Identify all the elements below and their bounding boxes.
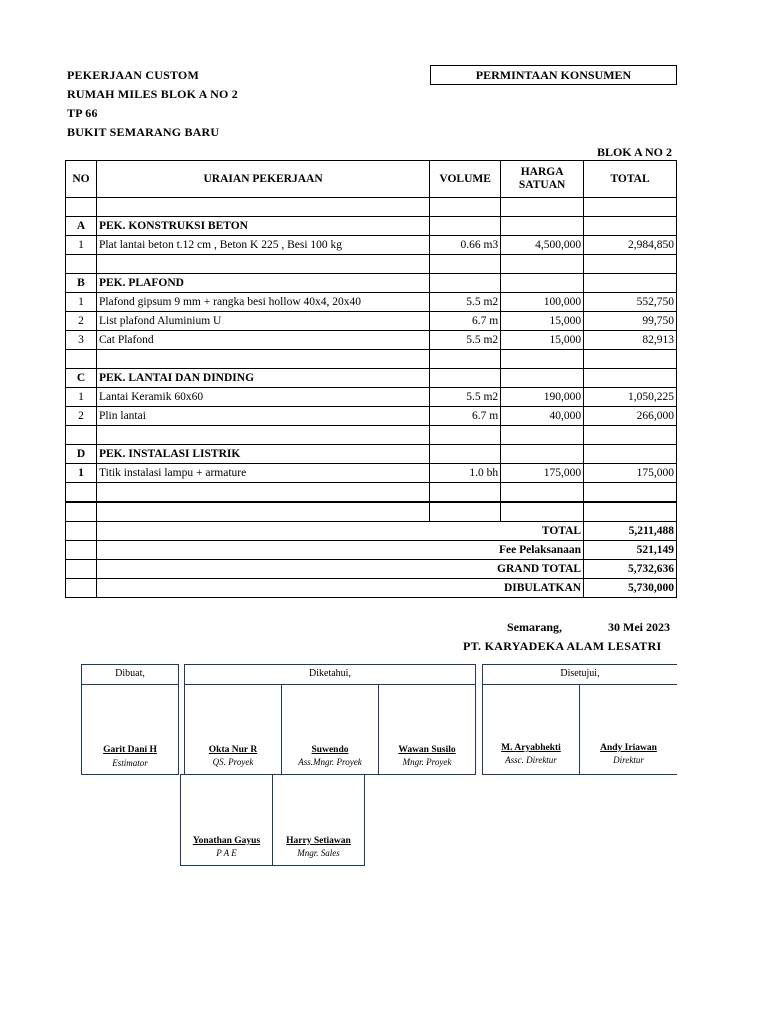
section-row	[66, 274, 677, 293]
signer-role: Mngr. Proyek	[402, 757, 452, 767]
section-code: A	[66, 217, 97, 236]
item-total: 266,000	[584, 407, 677, 426]
blank-cell	[501, 426, 584, 445]
signer-name: M. Aryabhekti	[501, 743, 561, 753]
blank-cell	[96, 426, 429, 445]
signer-name: Okta Nur R	[208, 745, 258, 755]
section-row	[66, 217, 677, 236]
summary-value: 521,149	[584, 541, 677, 560]
sign-box-mngr-sales	[272, 774, 365, 866]
blank-cell	[430, 483, 501, 503]
blank-row	[66, 350, 677, 369]
col-total: TOTAL	[584, 161, 677, 198]
col-no: NO	[66, 161, 97, 198]
caption-disetujui: Disetujui,	[560, 668, 600, 679]
blank-cell	[501, 198, 584, 217]
item-price: 40,000	[501, 407, 584, 426]
blank-cell	[430, 217, 501, 236]
blank-cell	[584, 445, 677, 464]
section-title: PEK. KONSTRUKSI BETON	[96, 217, 429, 236]
col-desc: URAIAN PEKERJAAN	[96, 161, 429, 198]
item-desc: Lantai Keramik 60x60	[96, 388, 429, 407]
blank-cell	[430, 198, 501, 217]
sign-box-pae	[180, 774, 273, 866]
table-header-row	[66, 161, 677, 198]
item-total: 1,050,225	[584, 388, 677, 407]
signer-name: Garit Dani H	[103, 745, 157, 755]
item-desc: Plat lantai beton t.12 cm , Beton K 225 , Besi 100 kg	[96, 236, 429, 255]
section-code: D	[66, 445, 97, 464]
item-no: 2	[66, 407, 97, 426]
signer-name: Wawan Susilo	[398, 745, 456, 755]
table-row	[66, 293, 677, 312]
blank-cell	[584, 217, 677, 236]
summary-value: 5,732,636	[584, 560, 677, 579]
item-price: 15,000	[501, 331, 584, 350]
blank-cell	[501, 274, 584, 293]
blank-cell	[430, 255, 501, 274]
caption-diketahui: Diketahui,	[309, 668, 351, 679]
summary-value: 5,730,000	[584, 579, 677, 598]
blank-cell	[584, 255, 677, 274]
sign-box-dibuat	[81, 664, 179, 775]
blank-cell	[501, 350, 584, 369]
signer-name: Harry Setiawan	[286, 836, 351, 846]
blank-cell	[66, 350, 97, 369]
blank-row	[66, 502, 677, 522]
item-desc: List plafond Aluminium U	[96, 312, 429, 331]
blank-cell	[430, 350, 501, 369]
project-type: PEKERJAAN CUSTOM	[67, 68, 199, 82]
item-price: 4,500,000	[501, 236, 584, 255]
item-no: 2	[66, 312, 97, 331]
item-price: 15,000	[501, 312, 584, 331]
item-volume: 5.5 m2	[430, 293, 501, 312]
summary-label: TOTAL	[96, 522, 583, 541]
project-house: RUMAH MILES BLOK A NO 2	[67, 87, 238, 101]
sign-place: Semarang,	[507, 620, 562, 634]
blank-cell	[501, 369, 584, 388]
blank-cell	[430, 369, 501, 388]
signer-role: P A E	[216, 848, 237, 858]
signer-role: Estimator	[112, 758, 148, 768]
blank-cell	[501, 255, 584, 274]
signer-role: Direktur	[613, 755, 644, 765]
sign-box-qs	[184, 684, 282, 775]
blank-cell	[66, 579, 97, 598]
blank-row	[66, 255, 677, 274]
cost-table	[65, 160, 677, 598]
item-desc: Titik instalasi lampu + armature	[96, 464, 429, 483]
item-no: 1	[66, 293, 97, 312]
blank-cell	[66, 541, 97, 560]
sign-date: 30 Mei 2023	[608, 620, 670, 634]
item-total: 2,984,850	[584, 236, 677, 255]
blank-cell	[66, 522, 97, 541]
summary-label: DIBULATKAN	[96, 579, 583, 598]
item-price: 190,000	[501, 388, 584, 407]
blank-cell	[584, 483, 677, 503]
item-price: 175,000	[501, 464, 584, 483]
item-volume: 0.66 m3	[430, 236, 501, 255]
blok-label: BLOK A NO 2	[596, 145, 672, 159]
blank-row	[66, 198, 677, 217]
blank-row	[66, 483, 677, 503]
item-volume: 5.5 m2	[430, 388, 501, 407]
col-volume: VOLUME	[430, 161, 501, 198]
section-title: PEK. PLAFOND	[96, 274, 429, 293]
sign-box-mngr-proyek	[378, 684, 476, 775]
section-code: C	[66, 369, 97, 388]
signer-name: Andy Iriawan	[600, 743, 657, 753]
item-volume: 1.0 bh	[430, 464, 501, 483]
blank-row	[66, 426, 677, 445]
item-total: 552,750	[584, 293, 677, 312]
signer-role: Ass.Mngr. Proyek	[298, 757, 362, 767]
caption-box-diketahui	[184, 664, 476, 685]
item-desc: Plin lantai	[96, 407, 429, 426]
summary-label: Fee Pelaksanaan	[96, 541, 583, 560]
blank-cell	[501, 217, 584, 236]
section-row	[66, 369, 677, 388]
summary-row	[66, 541, 677, 560]
sign-box-ass-mngr	[281, 684, 379, 775]
project-location: BUKIT SEMARANG BARU	[67, 125, 220, 139]
table-row	[66, 331, 677, 350]
caption-dibuat: Dibuat,	[115, 668, 145, 679]
item-no: 1	[66, 464, 97, 483]
item-total: 82,913	[584, 331, 677, 350]
blank-cell	[66, 560, 97, 579]
table-row	[66, 464, 677, 483]
signer-role: Assc. Direktur	[505, 755, 557, 765]
blank-cell	[66, 198, 97, 217]
section-row	[66, 445, 677, 464]
signer-name: Suwendo	[311, 745, 349, 755]
item-desc: Plafond gipsum 9 mm + rangka besi hollow 40x4, 20x40	[96, 293, 429, 312]
blank-cell	[430, 445, 501, 464]
section-title: PEK. LANTAI DAN DINDING	[96, 369, 429, 388]
summary-row	[66, 579, 677, 598]
blank-cell	[501, 445, 584, 464]
blank-cell	[96, 502, 429, 522]
blank-cell	[66, 255, 97, 274]
blank-cell	[584, 426, 677, 445]
blank-cell	[66, 483, 97, 503]
item-volume: 6.7 m	[430, 312, 501, 331]
section-title: PEK. INSTALASI LISTRIK	[96, 445, 429, 464]
summary-value: 5,211,488	[584, 522, 677, 541]
item-no: 3	[66, 331, 97, 350]
caption-box-disetujui	[482, 664, 677, 685]
blank-cell	[66, 502, 97, 522]
blank-cell	[501, 483, 584, 503]
blank-cell	[584, 502, 677, 522]
signer-name: Yonathan Gayus	[192, 836, 261, 846]
company-name: PT. KARYADEKA ALAM LESATRI	[463, 639, 662, 653]
blank-cell	[96, 483, 429, 503]
signer-role: Mngr. Sales	[297, 848, 340, 858]
item-no: 1	[66, 236, 97, 255]
project-type-code: TP 66	[67, 106, 98, 120]
blank-cell	[96, 198, 429, 217]
table-row	[66, 407, 677, 426]
blank-cell	[430, 426, 501, 445]
blank-cell	[96, 255, 429, 274]
signer-role: QS. Proyek	[212, 757, 254, 767]
summary-label: GRAND TOTAL	[96, 560, 583, 579]
item-total: 99,750	[584, 312, 677, 331]
item-desc: Cat Plafond	[96, 331, 429, 350]
blank-cell	[501, 502, 584, 522]
sign-box-assc-direktur	[482, 684, 580, 775]
item-price: 100,000	[501, 293, 584, 312]
table-row	[66, 388, 677, 407]
blank-cell	[584, 350, 677, 369]
blank-cell	[430, 274, 501, 293]
blank-cell	[584, 198, 677, 217]
table-row	[66, 236, 677, 255]
blank-cell	[584, 369, 677, 388]
request-box: PERMINTAAN KONSUMEN	[430, 65, 677, 85]
item-total: 175,000	[584, 464, 677, 483]
item-volume: 5.5 m2	[430, 331, 501, 350]
summary-row	[66, 522, 677, 541]
sign-box-direktur	[579, 684, 677, 775]
summary-row	[66, 560, 677, 579]
blank-cell	[66, 426, 97, 445]
item-volume: 6.7 m	[430, 407, 501, 426]
table-row	[66, 312, 677, 331]
blank-cell	[584, 274, 677, 293]
item-no: 1	[66, 388, 97, 407]
blank-cell	[96, 350, 429, 369]
section-code: B	[66, 274, 97, 293]
col-price: HARGA SATUAN	[501, 161, 584, 198]
blank-cell	[430, 502, 501, 522]
